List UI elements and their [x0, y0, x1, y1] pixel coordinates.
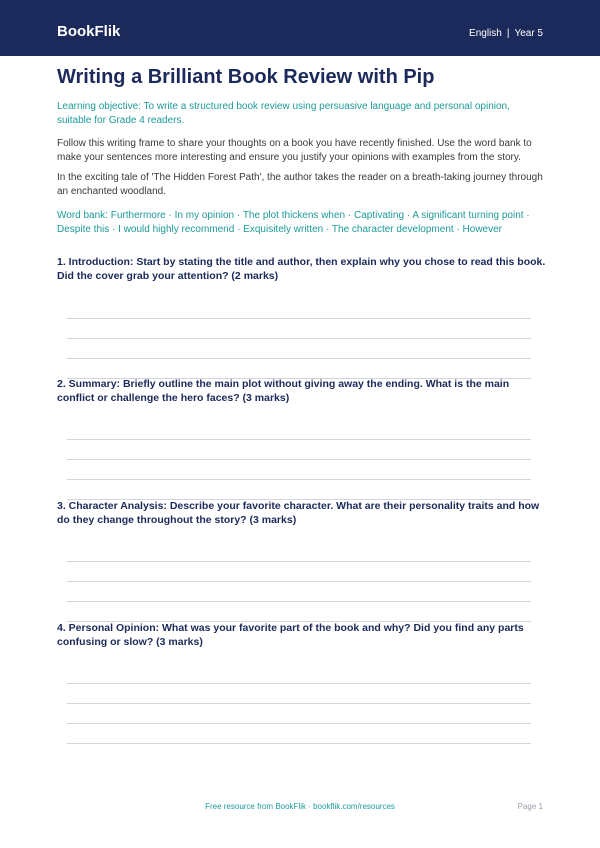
answer-line[interactable] [67, 703, 531, 704]
intro-paragraph: Follow this writing frame to share your thoughts on a book you have recently finished. Use the word bank to make your sentences more interesting and ensure you justify your opinions with examples from the story. [57, 138, 532, 163]
answer-line[interactable] [67, 479, 531, 480]
answer-line[interactable] [67, 561, 531, 562]
answer-line[interactable] [67, 459, 531, 460]
learning-objective: Learning objective: To write a structured book review using persuasive language and personal opinion, suitable for Grade 4 readers. [57, 101, 510, 126]
answer-line[interactable] [67, 358, 531, 359]
answer-line[interactable] [67, 723, 531, 724]
page-number: Page 1 [517, 802, 543, 811]
page-title: Writing a Brilliant Book Review with Pip [57, 66, 435, 88]
answer-line[interactable] [67, 743, 531, 744]
word-bank: Word bank: Furthermore · In my opinion · The plot thickens when · Captivating · A significant turning point · Despite this · I would highly recommend · Exquisitely written · The character development · However [57, 210, 530, 235]
answer-line[interactable] [67, 439, 531, 440]
question-3: 3. Character Analysis: Describe your favorite character. What are their personality traits and how do they change throughout the story? (3 marks) [57, 500, 540, 526]
answer-line[interactable] [67, 683, 531, 684]
answer-line[interactable] [67, 318, 531, 319]
year-label: Year 5 [514, 28, 543, 39]
header-meta [469, 27, 543, 41]
header-bar [0, 0, 600, 56]
meta-separator: | [506, 28, 510, 39]
answer-line[interactable] [67, 338, 531, 339]
brand-logo[interactable]: BookFlik [57, 23, 121, 40]
answer-line[interactable] [67, 581, 531, 582]
example-paragraph: In the exciting tale of 'The Hidden Forest Path', the author takes the reader on a breath-taking journey through an enchanted woodland. [57, 172, 543, 197]
subject-label: English [469, 28, 502, 39]
answer-line[interactable] [67, 601, 531, 602]
question-2: 2. Summary: Briefly outline the main plot without giving away the ending. What is the main conflict or challenge the hero faces? (3 marks) [57, 378, 510, 404]
question-1: 1. Introduction: Start by stating the title and author, then explain why you chose to read this book. Did the cover grab your attention? (2 marks) [57, 256, 546, 282]
question-4: 4. Personal Opinion: What was your favorite part of the book and why? Did you find any parts confusing or slow? (3 marks) [57, 622, 524, 648]
footer-resource-link[interactable]: Free resource from BookFlik · bookflik.com/resources [205, 802, 395, 811]
